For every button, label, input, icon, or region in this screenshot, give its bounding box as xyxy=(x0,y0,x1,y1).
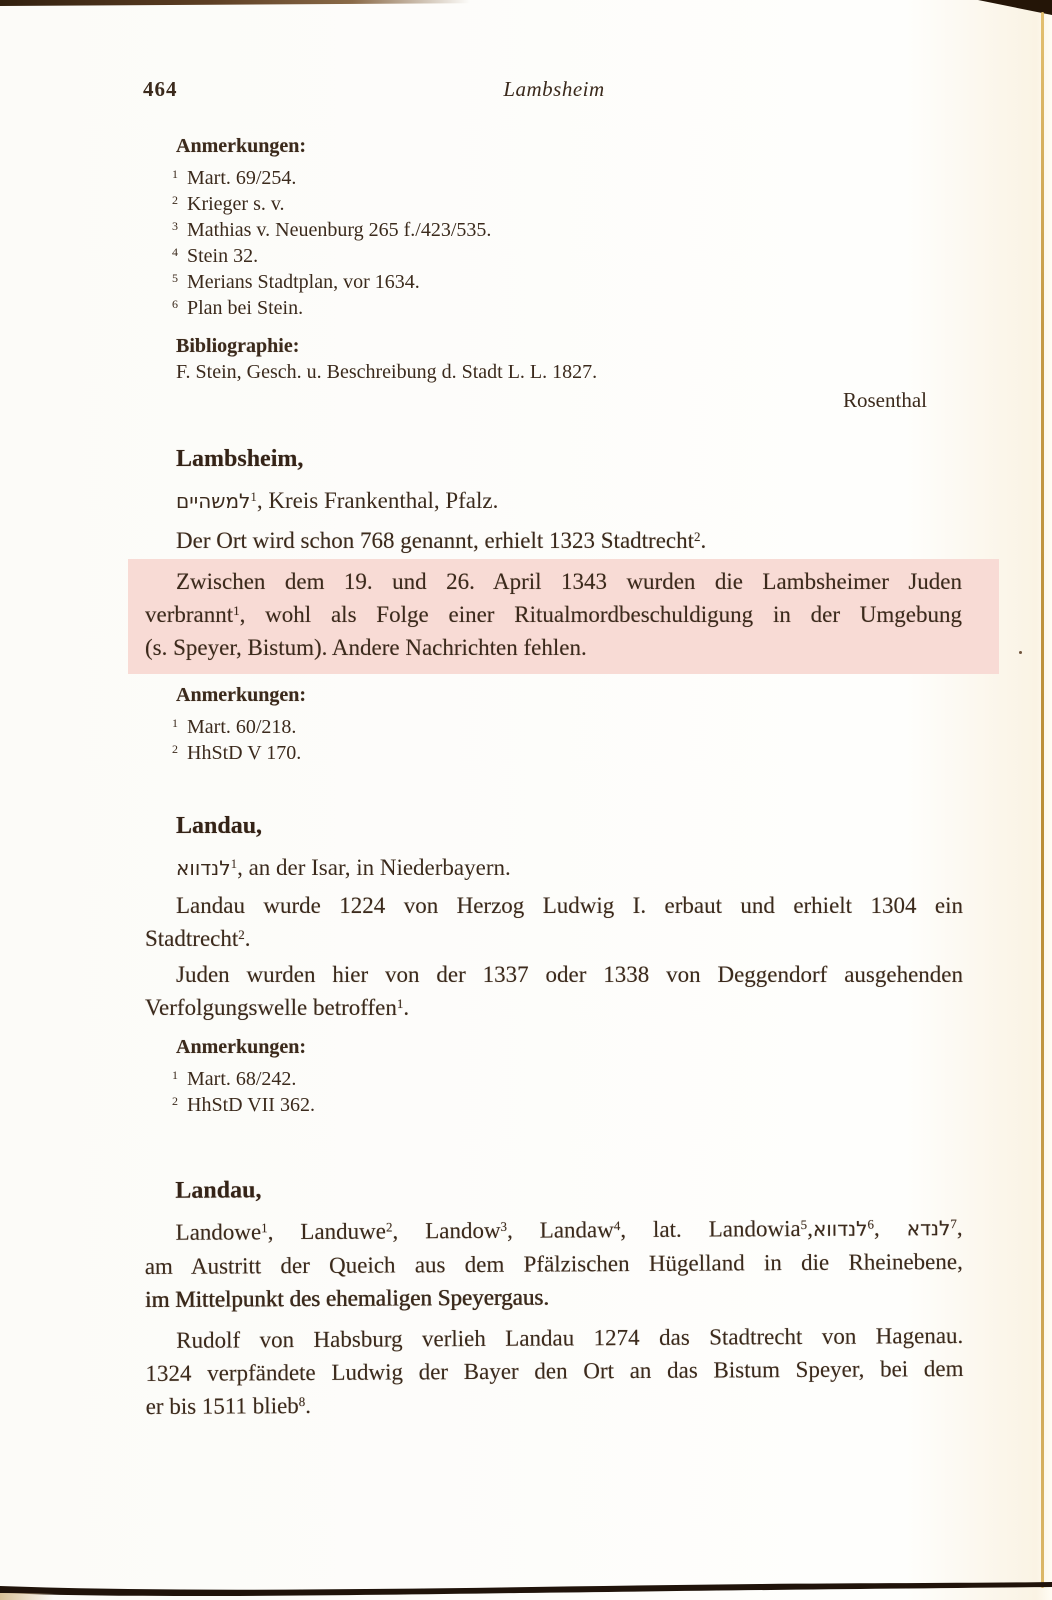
footnotes-heading: Anmerkungen: xyxy=(176,684,307,706)
footnote-item xyxy=(172,217,963,243)
footnote-text: Mart. 60/218. xyxy=(187,716,297,738)
paragraph-text: . xyxy=(403,995,410,1020)
highlight-line xyxy=(145,598,962,631)
separator: , xyxy=(956,1215,963,1241)
location-text: , Kreis Frankenthal, Pfalz. xyxy=(256,488,499,513)
paragraph-line xyxy=(145,991,963,1024)
location-text: , an der Isar, in Niederbayern. xyxy=(237,855,511,880)
footnote-ref: 1 xyxy=(233,603,240,618)
footnote-ref: 3 xyxy=(500,1218,508,1234)
footnote-list xyxy=(172,165,963,321)
footnote-item xyxy=(172,714,963,740)
separator: , xyxy=(873,1215,907,1241)
page-header xyxy=(145,76,963,103)
highlighted-passage xyxy=(128,559,999,674)
footnote-ref: 2 xyxy=(385,1219,393,1235)
hebrew-name: לנדא xyxy=(906,1216,951,1241)
footnote-marker: 1 xyxy=(172,716,178,730)
bibliography-entry: F. Stein, Gesch. u. Beschreibung d. Stadt L. L. 1827. xyxy=(176,361,598,383)
footnote-ref: 2 xyxy=(238,927,245,942)
footnote-text: Plan bei Stein. xyxy=(187,297,304,319)
footnote-item xyxy=(172,191,963,217)
highlight-text: , wohl als Folge einer Ritualmordbeschuldigung in der Umgebung xyxy=(239,602,962,627)
paragraph-text: . xyxy=(305,1392,312,1419)
paragraph-text: Verfolgungswelle betroffen xyxy=(145,995,397,1020)
hebrew-name: לנדווא xyxy=(176,856,231,880)
photo-edge-top-left xyxy=(0,0,470,6)
paragraph-line: Juden wurden hier von der 1337 oder 1338 von Deggendorf ausgehenden xyxy=(176,962,963,987)
footnote-text: Mathias v. Neuenburg 265 f./423/535. xyxy=(187,219,492,241)
footnote-ref: 8 xyxy=(298,1394,306,1410)
footnote-text: Krieger s. v. xyxy=(187,193,285,215)
footnote-marker: 1 xyxy=(172,1068,178,1082)
entry-heading-landau: Landau, xyxy=(176,813,263,839)
paragraph-text: Der Ort wird schon 768 genannt, erhielt 1323 Stadtrecht xyxy=(176,528,695,553)
footnote-list xyxy=(172,714,963,766)
footnote-text: HhStD V 170. xyxy=(187,742,302,764)
footnote-item xyxy=(172,243,963,269)
footnote-item xyxy=(172,1066,963,1092)
name-variant: Landowia xyxy=(708,1215,801,1242)
paragraph-text: . xyxy=(700,528,707,553)
highlight-line: Zwischen dem 19. und 26. April 1343 wurden die Lambsheimer Juden xyxy=(176,569,962,594)
footnote-marker: 2 xyxy=(172,193,178,207)
footnote-ref: 1 xyxy=(230,856,238,871)
name-variant: Landowe xyxy=(175,1219,262,1245)
name-variants-paragraph xyxy=(144,1211,963,1316)
footnote-marker: 5 xyxy=(172,271,178,285)
paragraph-line xyxy=(145,922,963,955)
footnotes-heading: Anmerkungen: xyxy=(176,135,307,157)
footnote-item xyxy=(172,295,963,321)
text-column xyxy=(145,76,963,1421)
name-variants-line xyxy=(144,1211,962,1250)
book-edge-gold-line xyxy=(1041,12,1044,1588)
footnote-ref: 6 xyxy=(867,1216,874,1232)
highlight-line: (s. Speyer, Bistum). Andere Nachrichten fehlen. xyxy=(145,635,587,660)
footnote-item xyxy=(172,165,963,191)
history-paragraph xyxy=(145,1319,964,1423)
highlight-text: verbrannt xyxy=(145,602,234,627)
paragraph-line: Rudolf von Habsburg verlieh Landau 1274 das Stadtrecht von Hagenau. xyxy=(176,1323,964,1353)
footnote-item xyxy=(172,269,963,295)
running-header: Lambsheim xyxy=(503,77,605,101)
footnote-ref: 1 xyxy=(396,996,404,1011)
entry-heading-lambsheim: Lambsheim, xyxy=(176,446,304,472)
footnote-marker: 3 xyxy=(172,219,178,233)
paragraph-line: Landau wurde 1224 von Herzog Ludwig I. erbaut und erhielt 1304 ein xyxy=(176,893,963,918)
paragraph-line: 1324 verpfändete Ludwig der Bayer den Ort an das Bistum Speyer, bei dem xyxy=(145,1356,964,1386)
footnote-marker: 6 xyxy=(172,297,178,311)
footnote-text: Mart. 68/242. xyxy=(187,1068,297,1090)
footnote-text: Merians Stadtplan, vor 1634. xyxy=(187,271,420,293)
footnote-list xyxy=(172,1066,963,1118)
footnote-marker: 1 xyxy=(172,167,178,181)
separator: , xyxy=(506,1217,540,1243)
footnote-ref: 7 xyxy=(950,1216,957,1232)
paragraph-text: . xyxy=(244,926,251,951)
footnote-ref: 1 xyxy=(250,489,257,504)
paragraph-line xyxy=(145,524,963,557)
paragraph-line xyxy=(146,1385,964,1423)
paragraph xyxy=(145,958,963,1024)
landau-second-entry xyxy=(144,1170,963,1423)
name-variant: Landow xyxy=(425,1217,501,1244)
footnote-ref: 4 xyxy=(613,1218,621,1234)
name-variants-line: am Austritt der Queich aus dem Pfälzischen Hügelland in die Rheinebene, xyxy=(144,1249,963,1279)
hebrew-name: לנדווא xyxy=(812,1216,868,1241)
name-variant: Landuwe xyxy=(300,1218,387,1245)
footnote-item xyxy=(172,740,963,766)
photo-corner-tan xyxy=(0,1593,54,1600)
separator: , lat. xyxy=(620,1216,709,1243)
footnote-ref: 2 xyxy=(694,529,701,544)
footnote-text: Mart. 69/254. xyxy=(187,167,297,189)
page-speck xyxy=(1019,651,1022,654)
photo-edge-bottom xyxy=(0,1578,1052,1600)
footnote-text: Stein 32. xyxy=(187,245,259,267)
footnote-ref: 1 xyxy=(261,1220,268,1236)
footnote-item xyxy=(172,1092,963,1118)
page-number: 464 xyxy=(143,77,178,101)
hebrew-name: למשהיים xyxy=(176,489,251,513)
separator: , xyxy=(807,1215,813,1241)
footnote-text: HhStD VII 362. xyxy=(187,1094,315,1116)
footnotes-heading: Anmerkungen: xyxy=(176,1036,307,1058)
paragraph xyxy=(145,889,963,955)
entry-heading-landau-pfalz: Landau, xyxy=(175,1177,262,1204)
footnote-marker: 2 xyxy=(172,1094,178,1108)
separator: , xyxy=(392,1218,426,1244)
paragraph-text: Stadtrecht xyxy=(145,926,239,951)
name-variant: Landaw xyxy=(539,1217,614,1243)
name-variants-line: im Mittelpunkt des ehemaligen Speyergaus. xyxy=(144,1284,549,1312)
entry-author: Rosenthal xyxy=(843,388,927,412)
footnote-ref: 5 xyxy=(800,1216,808,1232)
separator: , xyxy=(267,1219,301,1245)
hebrew-name-line xyxy=(176,484,963,518)
footnote-marker: 2 xyxy=(172,742,178,756)
footnote-marker: 4 xyxy=(172,245,178,259)
hebrew-name-line xyxy=(176,851,963,885)
paragraph-text: er bis 1511 blieb xyxy=(145,1393,299,1419)
bibliography-heading: Bibliographie: xyxy=(176,335,300,357)
